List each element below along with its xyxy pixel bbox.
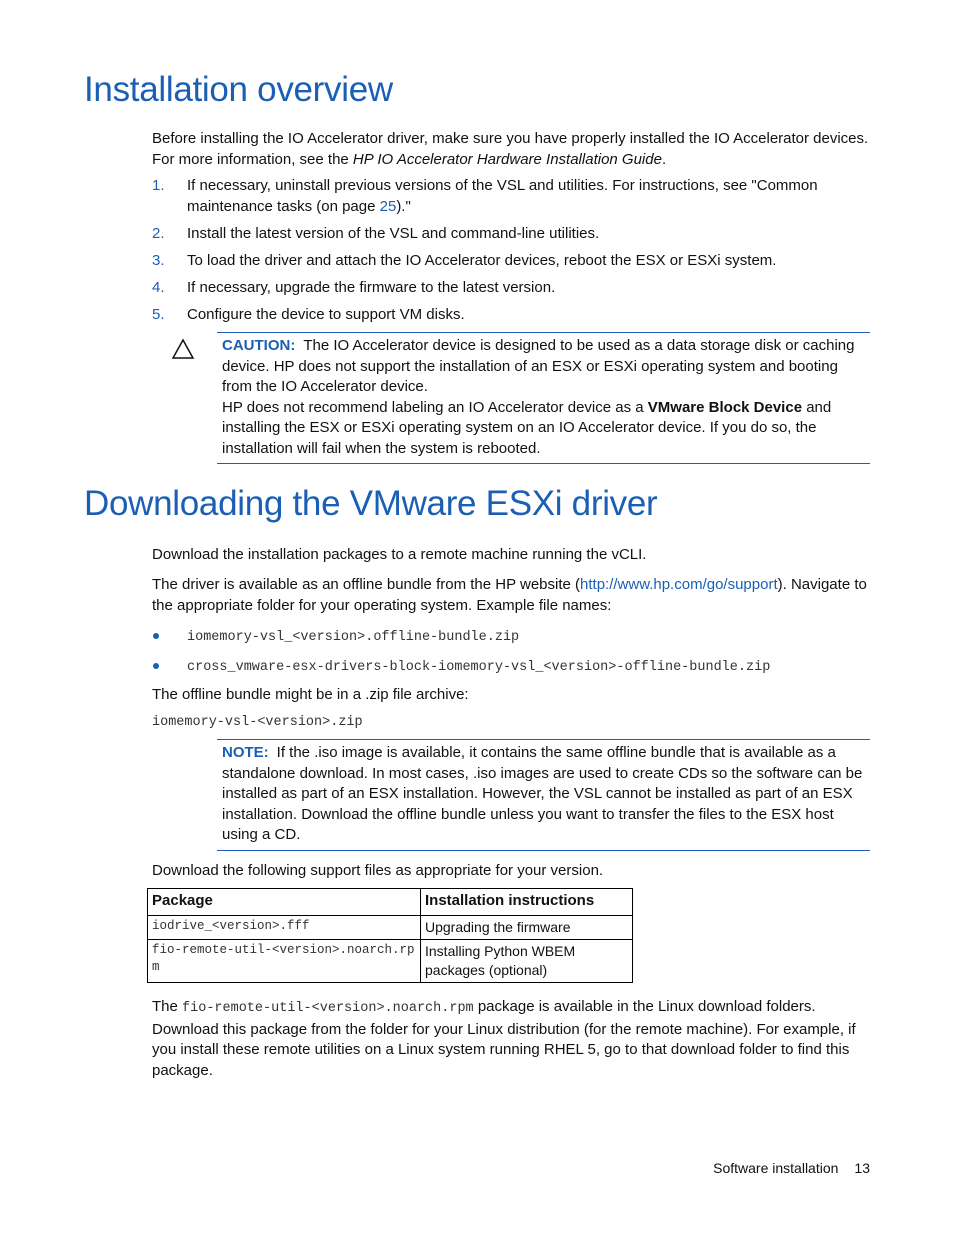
support-files-paragraph: Download the following support files as appropriate for your version. <box>152 862 604 879</box>
remote-util-paragraph: The fio-remote-util-<version>.noarch.rpm package is available in the Linux download folders. Download this package from the folder for your Linux distribution (for the remote machine). For example, if you install these remote utilities on a Linux system running RHEL 5, go to that download folder to find this package. <box>152 998 856 1079</box>
bullet-icon <box>153 663 159 669</box>
package-cell: iodrive_<version>.fff <box>148 916 421 940</box>
page-25-link[interactable]: 25 <box>379 197 397 215</box>
download-paragraph: Download the installation packages to a remote machine running the vCLI. <box>152 546 647 563</box>
caution-label: CAUTION: <box>222 337 296 354</box>
package-cell: fio-remote-util-<version>.noarch.rpm <box>148 940 421 983</box>
installation-steps <box>152 176 872 332</box>
bullet-icon <box>153 633 159 639</box>
table-row <box>148 940 633 983</box>
intro-paragraph: Before installing the IO Accelerator driver, make sure you have properly installed the IO Accelerator devices. For more information, see the HP IO Accelerator Hardware Installation Guide. <box>152 130 869 168</box>
list-item: 3. To load the driver and attach the IO Accelerator devices, reboot the ESX or ESXi system. <box>152 251 777 269</box>
section-title-installation-overview: Installation overview <box>84 70 393 109</box>
list-item: 1. If necessary, uninstall previous versions of the VSL and utilities. For instructions, see "Common maintenance tasks (on page 25)." <box>152 177 818 215</box>
instructions-cell: Upgrading the firmware <box>421 916 633 940</box>
caution-triangle-icon <box>171 338 195 360</box>
table-row <box>148 916 633 940</box>
inline-code: fio-remote-util-<version>.noarch.rpm <box>182 1001 474 1016</box>
column-header-instructions: Installation instructions <box>421 889 633 916</box>
hp-support-link[interactable]: http://www.hp.com/go/support <box>580 576 778 593</box>
list-item: iomemory-vsl_<version>.offline-bundle.zip <box>152 625 912 655</box>
note-callout: NOTE: If the .iso image is available, it contains the same offline bundle that is available as a standalone download. In most cases, .iso images are used to create CDs so the software can be installed as part of an ESX installation. However, the VSL cannot be installed as part of an ESX installation. Download the offline bundle unless you want to transfer the files to the ESX host using a CD. <box>217 739 870 851</box>
page-footer <box>713 1158 870 1179</box>
section-title-downloading-driver: Downloading the VMware ESXi driver <box>84 484 658 523</box>
list-item: cross_vmware-esx-drivers-block-iomemory-vsl_<version>-offline-bundle.zip <box>152 655 912 685</box>
example-files-list <box>152 625 912 685</box>
footer-section-name: Software installation <box>713 1160 839 1176</box>
zip-file-name: iomemory-vsl-<version>.zip <box>152 715 363 730</box>
support-files-table <box>147 888 633 983</box>
list-item: 4. If necessary, upgrade the firmware to the latest version. <box>152 278 556 296</box>
vmware-block-device-term: VMware Block Device <box>647 398 803 416</box>
list-item: 2. Install the latest version of the VSL and command-line utilities. <box>152 224 600 242</box>
zip-archive-paragraph: The offline bundle might be in a .zip file archive: <box>152 686 469 703</box>
caution-callout: CAUTION: The IO Accelerator device is designed to be used as a data storage disk or caching device. HP does not support the installation of an ESX or ESXi operating system and booting from the IO Accelerator device. HP does not recommend labeling an IO Accelerator device as a VMware Block Device and installing the ESX or ESXi operating system on an IO Accelerator device. If you do so, the installation will fail when the system is rebooted. <box>217 332 870 464</box>
table-header-row <box>148 889 633 916</box>
website-paragraph: The driver is available as an offline bundle from the HP website (http://www.hp.com/go/support). Navigate to the appropriate folder for your operating system. Example file names: <box>152 576 867 614</box>
instructions-cell: Installing Python WBEM packages (optional) <box>421 940 633 983</box>
list-item: 5. Configure the device to support VM disks. <box>152 305 465 323</box>
note-label: NOTE: <box>222 744 269 761</box>
column-header-package: Package <box>148 889 421 916</box>
page-number: 13 <box>854 1160 870 1176</box>
guide-title: HP IO Accelerator Hardware Installation Guide <box>352 150 662 168</box>
